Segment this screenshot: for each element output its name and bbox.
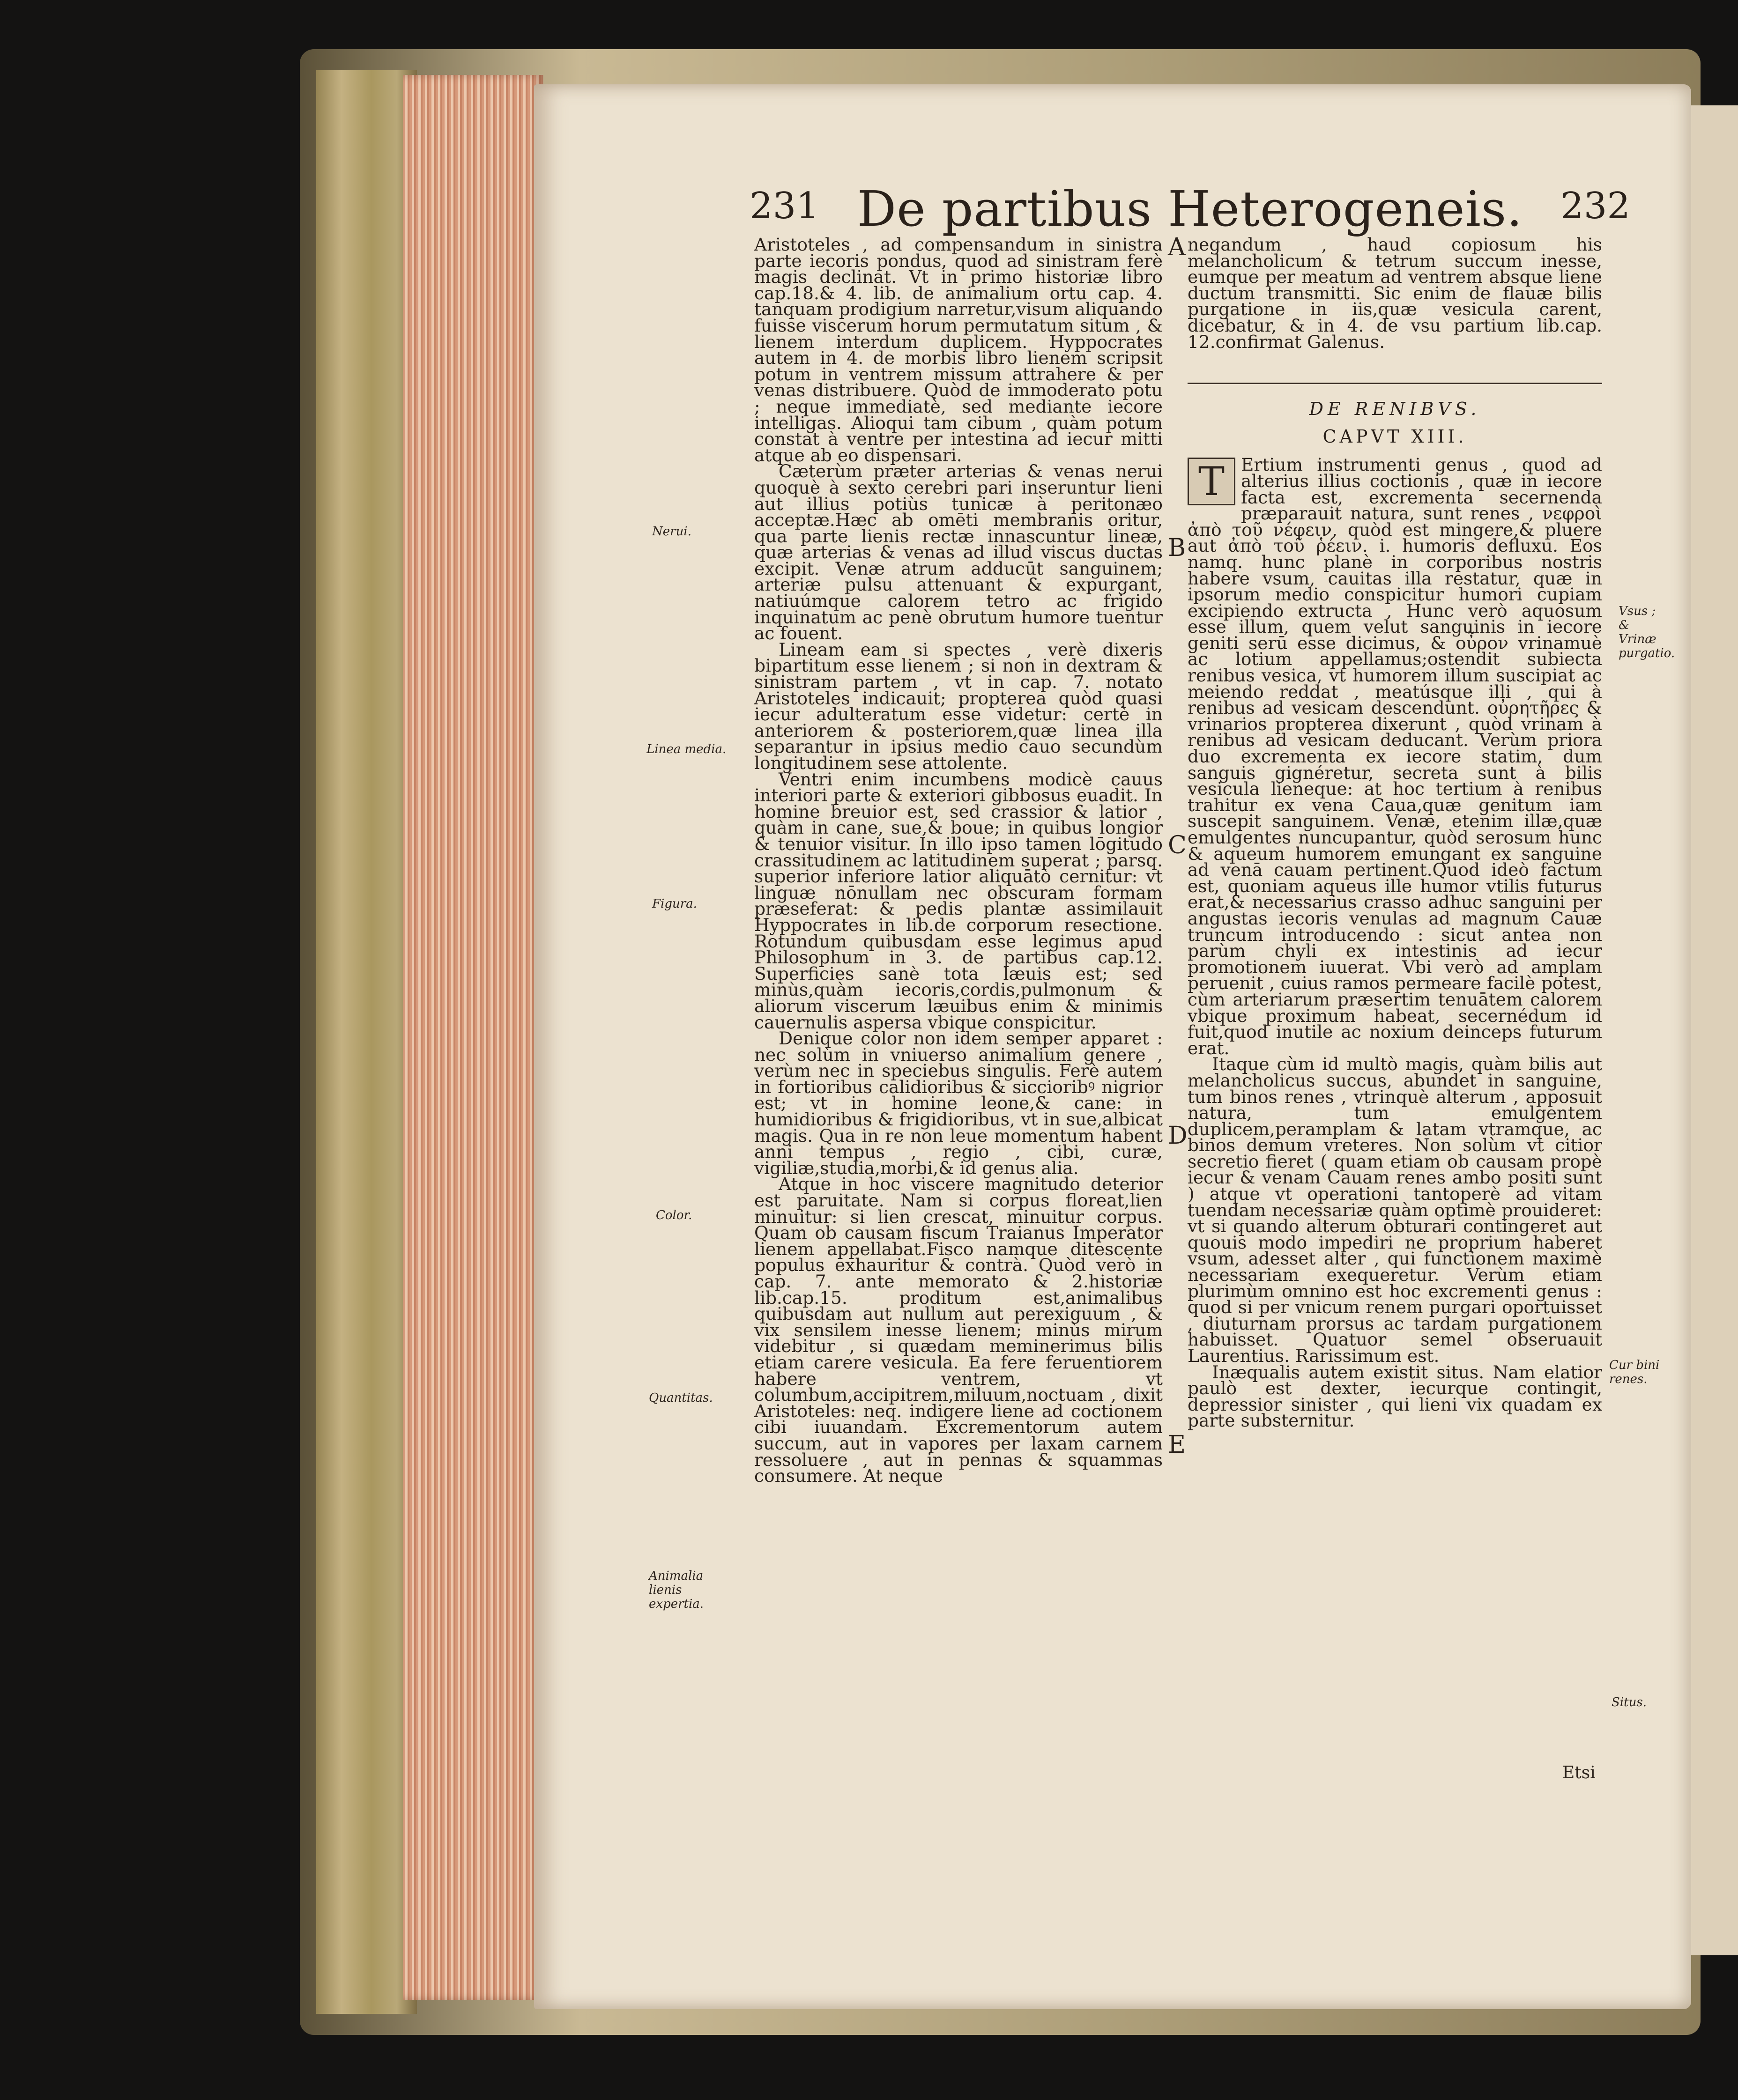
section-letter: B [1168, 534, 1186, 562]
section-letter: C [1168, 831, 1187, 859]
paragraph: Lineam eam si spectes , verè dixeris bipartitum esse lienem ; si non in dextram & sinistram partem , vt in cap. 7. notato Aristoteles indicauit; propterea quòd quasi iecur adulteratum esse videtur: certè in anteriorem & posteriorem,quæ linea illa separantur in ipsius medio cauo secundùm longitudinem sese attolente. [754, 639, 1163, 773]
paragraph: Itaque cùm id multò magis, quàm bilis aut melancholicus succus, abundet in sanguine, tum binos renes , vtrinquè alterum , apposuit natura, tum emulgentem duplicem,peramplam & latam vtramque, ac binos demum vreteres. Non solùm vt citior secretio fieret ( quam etiam ob causam propè iecur & venam Cauam renes ambo positi sunt ) atque vt operationi tantoperè ad vitam tuendam necessariæ quàm optimè prouideret: vt si quando alterum obturari contingeret aut quouis modo impediri ne proprium haberet vsum, adesset alter , qui functionem maximè necessariam exequeretur. Verùm etiam plurimùm omnino est hoc excrementi genus : quod si per vnicum renem purgari oportuisset , diuturnam prorsus ac tardam purgationem habuisset. Quatuor semel obseruauit Laurentius. Rarissimum est. [1188, 1054, 1602, 1366]
margin-note: Figura. [652, 897, 697, 911]
running-title: De partibus Heterogeneis. [857, 180, 1523, 237]
paragraph: Ventri enim incumbens modicè cauus interiori parte & exteriori gibbosus euadit. In homine breuior est, sed crassior & latior , quàm in cane, sue,& boue; in quibus longior & tenuior visitur. In illo ipso tamen lōgitudo crassitudinem ac latitudinem superat ; parsq. superior inferiore latior aliquātò cernitur: vt linguæ nōnullam nec obscuram formam præseferat: & pedis plantæ assimilauit Hyppocrates in lib.de corporum resectione. Rotundum quibusdam esse legimus apud Philosophum in 3. de partibus cap.12. Superficies sanè tota læuis est; sed minùs,quàm iecoris,cordis,pulmonum & aliorum viscerum læuibus enim & minimis cauernulis aspersa vbique conspicitur. [754, 769, 1163, 1033]
section-letter: A [1168, 233, 1186, 261]
margin-note: Animalia lienis expertia. [649, 1569, 704, 1611]
margin-note: Cur bini renes. [1609, 1358, 1660, 1386]
paragraph: Cæterùm præter arterias & venas nerui quoquè à sexto cerebri pari inseruntur lieni aut illius potiùs tunicæ à peritonæo acceptæ.Hæc ab omēti membranis oritur, qua parte lienis rectæ innascuntur lineæ, quæ arterias & venas ad illud viscus ductas excipit. Venæ atrum adducūt sanguinem; arteriæ pulsu attenuant & expurgant, natiuúmque calorem tetro ac frigido inquinatum ac penè obrutum humore tuentur ac fouent. [754, 461, 1163, 644]
book-spine [316, 70, 417, 2014]
section-divider [1188, 383, 1602, 384]
margin-note: Linea media. [646, 742, 727, 756]
paragraph: negandum , haud copiosum his melancholicum & tetrum succum inesse, eumque per meatum ad ventrem absque liene ductum transmitti. Sic enim de flauæ bilis purgatione in iis,quæ vesicula carent, dicebatur, & in 4. de vsu partium lib.cap. 12.confirmat Galenus. [1188, 234, 1602, 352]
margin-note: Vsus ; & Vrinæ purgatio. [1619, 604, 1675, 660]
catchword: Etsi [1562, 1763, 1596, 1782]
page-number-left: 231 [750, 185, 819, 227]
paragraph: Aristoteles , ad compensandum in sinistra parte iecoris pondus, quod ad sinistram ferè magis declinat. Vt in primo historiæ libro cap.18.& 4. lib. de animalium ortu cap. 4. tanquam prodigium narretur,visum aliquando fuisse viscerum horum permutatum situm , & lienem interdum duplicem. Hyppocrates autem in 4. de morbis libro lienem scripsit potum in ventrem missum attrahere & per venas distribuere. Quòd de immoderato potu ; neque immediatè, sed mediante iecore intelligas. Alioqui tam cibum , quàm potum constat à ventre per intestina ad iecur mitti atque ab eo dispensari. [754, 234, 1163, 466]
chapter-heading: CAPVT XIII. [1322, 426, 1467, 447]
margin-note: Quantitas. [649, 1391, 713, 1405]
margin-note: Nerui. [652, 525, 691, 539]
margin-note: Color. [656, 1208, 692, 1222]
margin-note: Situs. [1612, 1695, 1647, 1709]
right-column [1188, 234, 1602, 1431]
paragraph: Inæqualis autem existit situs. Nam elatior paulò est dexter, iecurque contingit, depressior sinister , qui lieni vix quadam ex parte substernitur. [1188, 1361, 1602, 1431]
section-letter: D [1168, 1122, 1188, 1150]
page-edges [403, 75, 543, 2000]
page-header [750, 180, 1630, 237]
paragraph: Atque in hoc viscere magnitudo deterior est paruitate. Nam si corpus floreat,lien minuitur: si lien crescat, minuitur corpus. Quam ob causam fiscum Traianus Imperator lienem appellabat.Fisco namque ditescente populus exhauritur & contrà. Quòd verò in cap. 7. ante memorato & 2.historiæ lib.cap.15. proditum est,animalibus quibusdam aut nullum aut perexiguum , & vix sensilem inesse lienem; minùs mirum videbitur , si quædam meminerimus bilis etiam carere vesicula. Ea fere feruentiorem habere ventrem, vt columbum,accipitrem,miluum,noctuam , dixit Aristoteles: neq. indigere liene ad coctionem cibi iuuandam. Excrementorum autem succum, aut in vapores per laxam carnem ressoluere , aut in pennas & squammas consumere. At neque [754, 1174, 1163, 1486]
left-column [754, 234, 1163, 1486]
decorated-initial: T [1188, 458, 1235, 505]
section-title: DE RENIBVS. [1309, 399, 1481, 420]
facing-page-edge [1686, 105, 1738, 1955]
page-number-right: 232 [1560, 185, 1630, 227]
paragraph: Ertium instrumenti genus , quod ad alterius illius coctionis , quæ in iecore facta est, excrementa secernenda præparauit natura, sunt renes , νεφροὶ ἀπὸ τοῦ νέφειν, quòd est mingere,& pluere aut ἀπὸ τοῦ ῥέειν. i. humoris defluxu. Eos namq. hunc planè in corporibus nostris habere vsum, cauitas illa restatur, quæ in ipsorum medio conspicitur humori cupiam excipiendo extructa , Hunc verò aquosum esse illum, quem velut sanguinis in iecore geniti serū esse dicimus, & οὖρον vrinamuè ac lotium appellamus;ostendit subiecta renibus vesica, vt humorem illum suscipiat ac meiendo reddat , meatúsque illi , qui à renibus ad vesicam descendunt. οὐρητῆρες & vrinarios propterea dixerunt , quòd vrinam à renibus ad vesicam deducant. Verùm priora duo excrementa ex iecore statim, dum sanguis gignéretur, secreta sunt à bilis vesicula lieneque: at hoc tertium à renibus trahitur ex vena Caua,quæ genitum iam suscepit sanguinem. Venæ, etenim illæ,quæ emulgentes nuncupantur, quòd serosum hunc & aqueum humorem emungant ex sanguine ad venā cauam pertinent.Quod ideò factum est, quoniam aqueus ille humor vtilis futurus erat,& necessarius crasso adhuc sanguini per angustas iecoris venulas ad magnum Cauæ truncum introducendo : sicut antea non parùm chyli ex intestinis ad iecur promotionem iuuerat. Vbi verò ad amplam peruenit , cuius ramos permeare facilè potest, cùm arteriarum præsertim tenuātem calorem vbique proximum habeat, secernédum id fuit,quod inutile ac noxium deinceps futurum erat. [1188, 454, 1602, 1058]
paragraph: Denique color non idem semper apparet : nec solùm in vniuerso animalium genere , verùm nec in speciebus singulis. Ferè autem in fortioribus calidioribus & siccioribꝰ nigrior est; vt in homine leone,& cane: in humidioribus & frigidioribus, vt in sue,albicat magis. Qua in re non leue momentum habent anni tempus , regio , cibi, curæ, vigiliæ,studia,morbi,& id genus alia. [754, 1028, 1163, 1178]
section-letter: E [1168, 1431, 1186, 1459]
